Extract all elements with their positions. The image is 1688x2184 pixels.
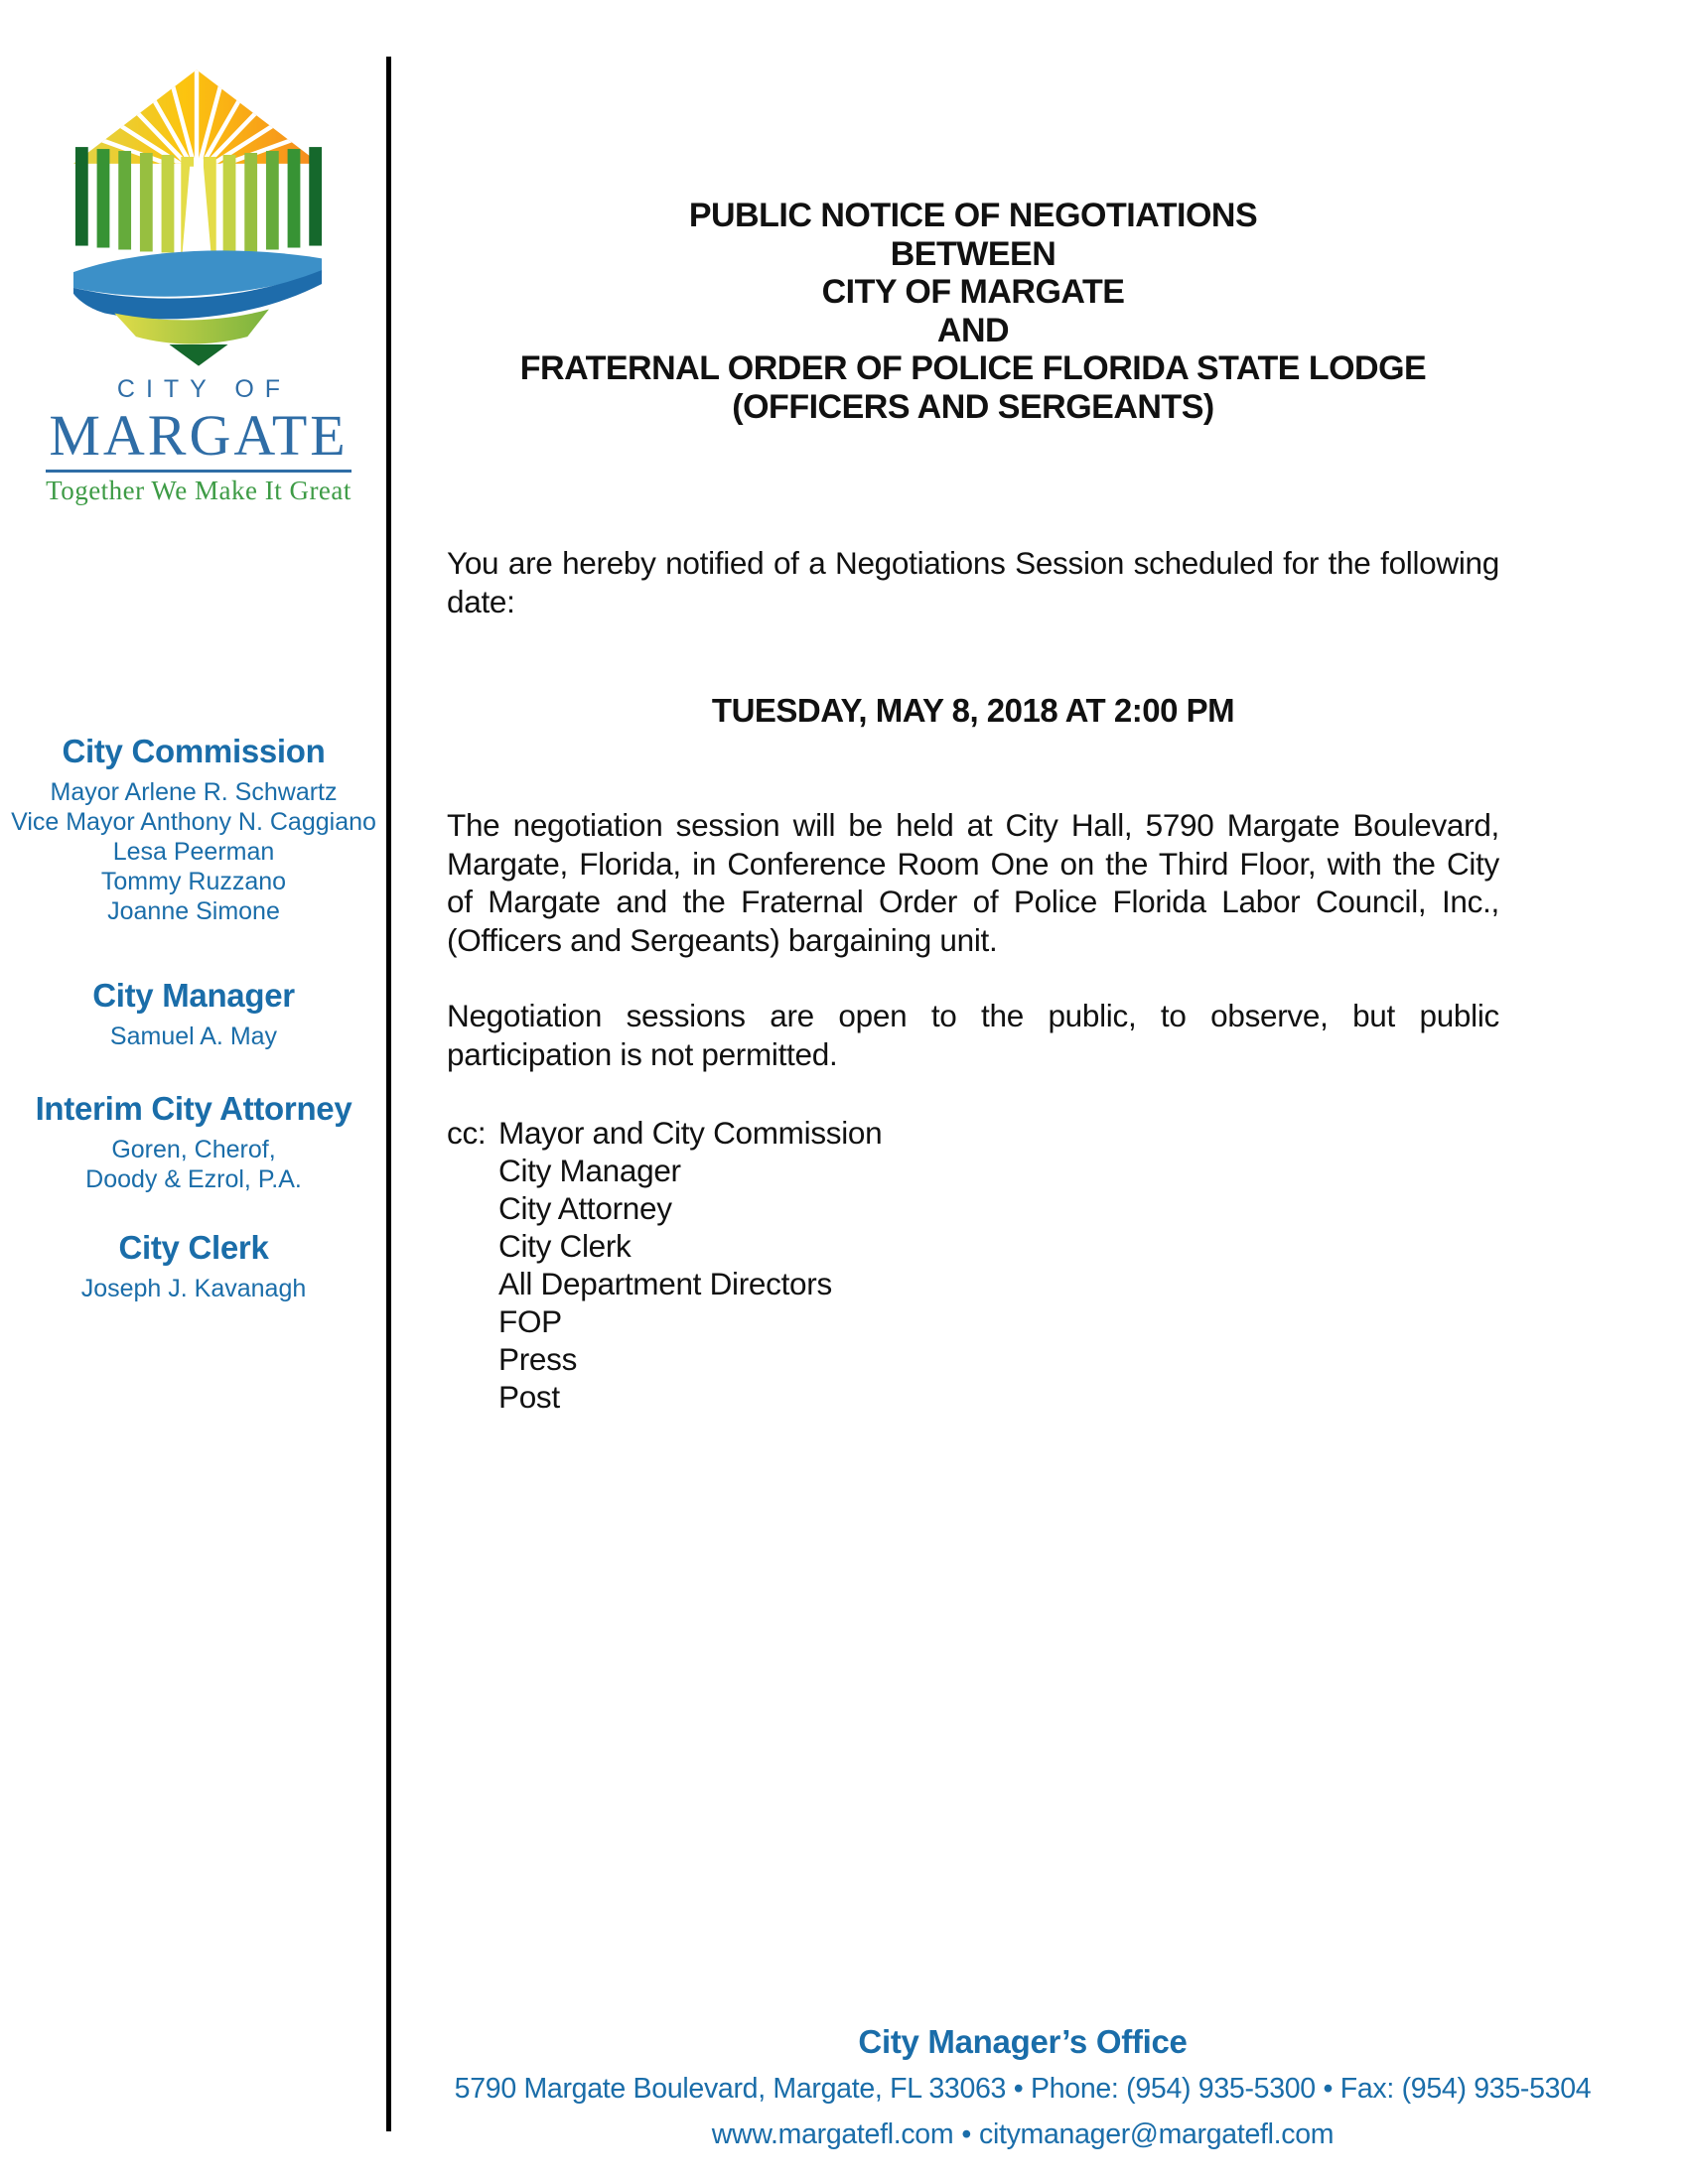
official-name: Joanne Simone (107, 897, 280, 925)
section-title: City Clerk (118, 1229, 269, 1266)
cc-item: FOP (498, 1303, 562, 1339)
logo-rule (46, 470, 352, 473)
cc-item: Post (498, 1379, 560, 1415)
margate-emblem-icon (71, 64, 326, 369)
city-of-margate-logo (35, 64, 362, 506)
public-paragraph: Negotiation sessions are open to the public, to observe, but public participation is not permitted. (447, 998, 1499, 1072)
title-line: CITY OF MARGATE (821, 273, 1125, 311)
logo-tagline: Together We Make It Great (46, 475, 352, 505)
cc-item: Press (498, 1341, 578, 1377)
cc-item: All Department Directors (498, 1266, 832, 1301)
sidebar-section-interim-city-attorney (10, 1090, 377, 1194)
logo-city-of: CITY OF (116, 375, 292, 403)
section-title: Interim City Attorney (35, 1090, 352, 1127)
vertical-divider (386, 57, 391, 2131)
official-name: Goren, Cherof, (111, 1136, 276, 1163)
sidebar-section-city-clerk (10, 1229, 377, 1303)
title-line: AND (936, 311, 1010, 349)
footer-web-line (437, 2118, 1609, 2151)
sidebar-section-city-commission (10, 733, 377, 926)
cc-item: City Manager (498, 1153, 681, 1188)
footer-address-line: 5790 Margate Boulevard, Margate, FL 33063 • Phone: (954) 935-5300 • Fax: (954) 935-5304 (454, 2073, 1592, 2105)
cc-item: City Attorney (498, 1190, 672, 1226)
footer-office-title: City Manager’s Office (858, 2023, 1188, 2060)
title-line: FRATERNAL ORDER OF POLICE FLORIDA STATE LODGE (519, 349, 1427, 387)
official-name: Tommy Ruzzano (100, 868, 287, 895)
cc-list (498, 1114, 882, 1416)
notice-title (447, 197, 1499, 426)
email-link[interactable]: citymanager@margatefl.com (979, 2118, 1335, 2150)
title-line: PUBLIC NOTICE OF NEGOTIATIONS (688, 197, 1258, 234)
letterhead-footer (437, 2023, 1609, 2151)
website-link[interactable]: www.margatefl.com (711, 2118, 954, 2150)
cc-block (447, 1114, 1499, 1416)
official-name: Joseph J. Kavanagh (80, 1275, 307, 1302)
bullet-separator: • (961, 2118, 971, 2150)
official-name: Mayor Arlene R. Schwartz (50, 778, 338, 806)
official-name: Samuel A. May (109, 1023, 278, 1050)
location-paragraph: The negotiation session will be held at City Hall, 5790 Margate Boulevard, Margate, Florida, in Conference Room One on the Third Floor, with the City of Margate and the Fraternal Order of Police Florida Labor Council, Inc., (Officers and Sergeants) bargaining unit. (447, 807, 1499, 958)
section-title: City Commission (62, 733, 326, 769)
official-name: Lesa Peerman (112, 838, 275, 866)
intro-paragraph: You are hereby notified of a Negotiations Session scheduled for the following date: (447, 545, 1499, 619)
official-name: Vice Mayor Anthony N. Caggiano (11, 808, 376, 836)
cc-item: Mayor and City Commission (498, 1115, 883, 1151)
session-datetime: TUESDAY, MAY 8, 2018 AT 2:00 PM (711, 692, 1235, 729)
title-line: BETWEEN (890, 234, 1056, 273)
title-line: (OFFICERS AND SERGEANTS) (732, 387, 1214, 426)
official-name: Doody & Ezrol, P.A. (85, 1165, 302, 1193)
section-title: City Manager (92, 977, 295, 1014)
cc-label: cc: (447, 1115, 487, 1151)
sidebar-section-city-manager (10, 977, 377, 1051)
logo-wordmark: MARGATE (49, 403, 349, 468)
cc-item: City Clerk (498, 1228, 632, 1264)
